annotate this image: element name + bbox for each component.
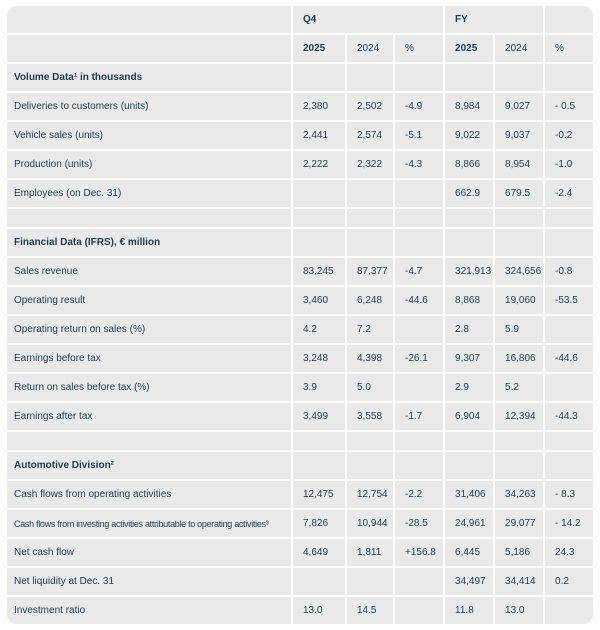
value-cell: 3.9	[293, 374, 345, 401]
year-header-row	[7, 35, 593, 62]
value-cell: 87,377	[347, 258, 393, 285]
data-row	[7, 93, 593, 120]
fy-percent-header: %	[545, 35, 593, 62]
value-cell	[545, 374, 593, 401]
section-title: Financial Data (IFRS), € million	[7, 229, 291, 256]
value-cell	[395, 568, 443, 595]
section-empty-cell	[445, 64, 493, 91]
row-label: Investment ratio	[7, 597, 291, 624]
value-cell: 4.2	[293, 316, 345, 343]
key-figures-table	[5, 4, 595, 626]
value-cell: 2,322	[347, 151, 393, 178]
value-cell: 2,441	[293, 122, 345, 149]
section-empty-cell	[293, 229, 345, 256]
row-label: Earnings before tax	[7, 345, 291, 372]
value-cell: 7.2	[347, 316, 393, 343]
data-row	[7, 510, 593, 537]
spacer-cell	[293, 432, 345, 450]
table-body	[7, 6, 593, 624]
value-cell	[395, 597, 443, 624]
value-cell: 9,027	[495, 93, 543, 120]
data-row	[7, 597, 593, 624]
period-q4-header: Q4	[293, 6, 443, 33]
value-cell: 6,248	[347, 287, 393, 314]
spacer-row	[7, 432, 593, 450]
section-empty-cell	[495, 452, 543, 479]
value-cell: 24.3	[545, 539, 593, 566]
value-cell: 19,060	[495, 287, 543, 314]
spacer-cell	[545, 209, 593, 227]
data-row	[7, 345, 593, 372]
value-cell: -44.6	[545, 345, 593, 372]
empty-header-cell	[545, 6, 593, 33]
value-cell: -0.2	[545, 122, 593, 149]
value-cell: 5,186	[495, 539, 543, 566]
spacer-cell	[495, 432, 543, 450]
value-cell: 13.0	[495, 597, 543, 624]
value-cell: 2.9	[445, 374, 493, 401]
data-row	[7, 151, 593, 178]
value-cell: 34,263	[495, 481, 543, 508]
value-cell	[395, 316, 443, 343]
value-cell: 6,904	[445, 403, 493, 430]
value-cell: 11.8	[445, 597, 493, 624]
section-empty-cell	[293, 452, 345, 479]
section-empty-cell	[545, 64, 593, 91]
value-cell: -1.0	[545, 151, 593, 178]
value-cell: - 8.3	[545, 481, 593, 508]
value-cell: 5.9	[495, 316, 543, 343]
value-cell: 6,445	[445, 539, 493, 566]
value-cell: -44.6	[395, 287, 443, 314]
section-empty-cell	[545, 229, 593, 256]
value-cell: 34,497	[445, 568, 493, 595]
row-label: Vehicle sales (units)	[7, 122, 291, 149]
value-cell	[293, 568, 345, 595]
value-cell: 9,037	[495, 122, 543, 149]
section-empty-cell	[395, 64, 443, 91]
value-cell: 7,826	[293, 510, 345, 537]
value-cell: 3,499	[293, 403, 345, 430]
value-cell: 4,398	[347, 345, 393, 372]
value-cell: 10,944	[347, 510, 393, 537]
section-title: Volume Data¹ in thousands	[7, 64, 291, 91]
q4-year-current-header: 2025	[293, 35, 345, 62]
section-empty-cell	[445, 452, 493, 479]
value-cell: -4.9	[395, 93, 443, 120]
value-cell: 16,806	[495, 345, 543, 372]
value-cell: - 0.5	[545, 93, 593, 120]
period-fy-header: FY	[445, 6, 543, 33]
spacer-cell	[347, 209, 393, 227]
row-label: Net liquidity at Dec. 31	[7, 568, 291, 595]
value-cell: 2,380	[293, 93, 345, 120]
value-cell: 2,222	[293, 151, 345, 178]
data-row	[7, 180, 593, 207]
spacer-label-cell	[7, 432, 291, 450]
row-label: Operating result	[7, 287, 291, 314]
section-header-row	[7, 64, 593, 91]
row-label: Cash flows from investing activities attributable to operating activities³	[7, 510, 291, 537]
value-cell: -28.5	[395, 510, 443, 537]
value-cell	[347, 568, 393, 595]
spacer-row	[7, 209, 593, 227]
value-cell: 12,475	[293, 481, 345, 508]
data-row	[7, 403, 593, 430]
row-label: Production (units)	[7, 151, 291, 178]
value-cell: 5.2	[495, 374, 543, 401]
value-cell: 13.0	[293, 597, 345, 624]
data-row	[7, 258, 593, 285]
value-cell: 12,394	[495, 403, 543, 430]
data-row	[7, 287, 593, 314]
value-cell: 8,866	[445, 151, 493, 178]
corner-empty-cell	[7, 6, 291, 33]
value-cell: -2.4	[545, 180, 593, 207]
value-cell: -0.8	[545, 258, 593, 285]
section-empty-cell	[347, 229, 393, 256]
section-empty-cell	[495, 64, 543, 91]
row-label: Return on sales before tax (%)	[7, 374, 291, 401]
spacer-cell	[495, 209, 543, 227]
value-cell: 3,460	[293, 287, 345, 314]
section-empty-cell	[495, 229, 543, 256]
value-cell	[545, 597, 593, 624]
value-cell: 2,502	[347, 93, 393, 120]
value-cell: 0.2	[545, 568, 593, 595]
spacer-label-cell	[7, 209, 291, 227]
section-empty-cell	[545, 452, 593, 479]
value-cell: 324,656	[495, 258, 543, 285]
section-empty-cell	[395, 452, 443, 479]
value-cell: 14.5	[347, 597, 393, 624]
fy-year-current-header: 2025	[445, 35, 493, 62]
spacer-cell	[293, 209, 345, 227]
fy-year-prior-header: 2024	[495, 35, 543, 62]
data-row	[7, 316, 593, 343]
period-header-row	[7, 6, 593, 33]
value-cell: +156.8	[395, 539, 443, 566]
row-label: Cash flows from operating activities	[7, 481, 291, 508]
value-cell: 5.0	[347, 374, 393, 401]
value-cell: 679.5	[495, 180, 543, 207]
value-cell: 8,868	[445, 287, 493, 314]
section-empty-cell	[347, 452, 393, 479]
value-cell: -4.3	[395, 151, 443, 178]
data-row	[7, 481, 593, 508]
value-cell	[395, 374, 443, 401]
spacer-cell	[445, 209, 493, 227]
row-label: Sales revenue	[7, 258, 291, 285]
row-label: Earnings after tax	[7, 403, 291, 430]
section-empty-cell	[395, 229, 443, 256]
value-cell: 8,954	[495, 151, 543, 178]
value-cell: -1.7	[395, 403, 443, 430]
value-cell	[347, 180, 393, 207]
value-cell: 321,913	[445, 258, 493, 285]
value-cell: 1,811	[347, 539, 393, 566]
value-cell: 9,307	[445, 345, 493, 372]
value-cell: 34,414	[495, 568, 543, 595]
value-cell: 83,245	[293, 258, 345, 285]
spacer-cell	[347, 432, 393, 450]
value-cell: 3,248	[293, 345, 345, 372]
section-empty-cell	[445, 229, 493, 256]
section-header-row	[7, 229, 593, 256]
row-label: Employees (on Dec. 31)	[7, 180, 291, 207]
value-cell: 24,961	[445, 510, 493, 537]
value-cell: -26.1	[395, 345, 443, 372]
value-cell: -53.5	[545, 287, 593, 314]
value-cell: -5.1	[395, 122, 443, 149]
data-row	[7, 374, 593, 401]
spacer-cell	[545, 432, 593, 450]
data-row	[7, 122, 593, 149]
value-cell	[293, 180, 345, 207]
spacer-cell	[395, 209, 443, 227]
value-cell	[545, 316, 593, 343]
value-cell: 29,077	[495, 510, 543, 537]
value-cell: 2.8	[445, 316, 493, 343]
spacer-cell	[395, 432, 443, 450]
row-label: Deliveries to customers (units)	[7, 93, 291, 120]
value-cell: - 14.2	[545, 510, 593, 537]
value-cell: -2.2	[395, 481, 443, 508]
value-cell: 662.9	[445, 180, 493, 207]
data-row	[7, 568, 593, 595]
value-cell: -44.3	[545, 403, 593, 430]
row-label: Operating return on sales (%)	[7, 316, 291, 343]
section-empty-cell	[347, 64, 393, 91]
value-cell: 9,022	[445, 122, 493, 149]
value-cell: 8,984	[445, 93, 493, 120]
section-title: Automotive Division²	[7, 452, 291, 479]
row-label: Net cash flow	[7, 539, 291, 566]
section-header-row	[7, 452, 593, 479]
section-empty-cell	[293, 64, 345, 91]
empty-header-cell	[7, 35, 291, 62]
value-cell: 12,754	[347, 481, 393, 508]
q4-percent-header: %	[395, 35, 443, 62]
value-cell: 2,574	[347, 122, 393, 149]
value-cell	[395, 180, 443, 207]
value-cell: 4,649	[293, 539, 345, 566]
value-cell: -4.7	[395, 258, 443, 285]
value-cell: 3,558	[347, 403, 393, 430]
spacer-cell	[445, 432, 493, 450]
value-cell: 31,406	[445, 481, 493, 508]
data-row	[7, 539, 593, 566]
q4-year-prior-header: 2024	[347, 35, 393, 62]
